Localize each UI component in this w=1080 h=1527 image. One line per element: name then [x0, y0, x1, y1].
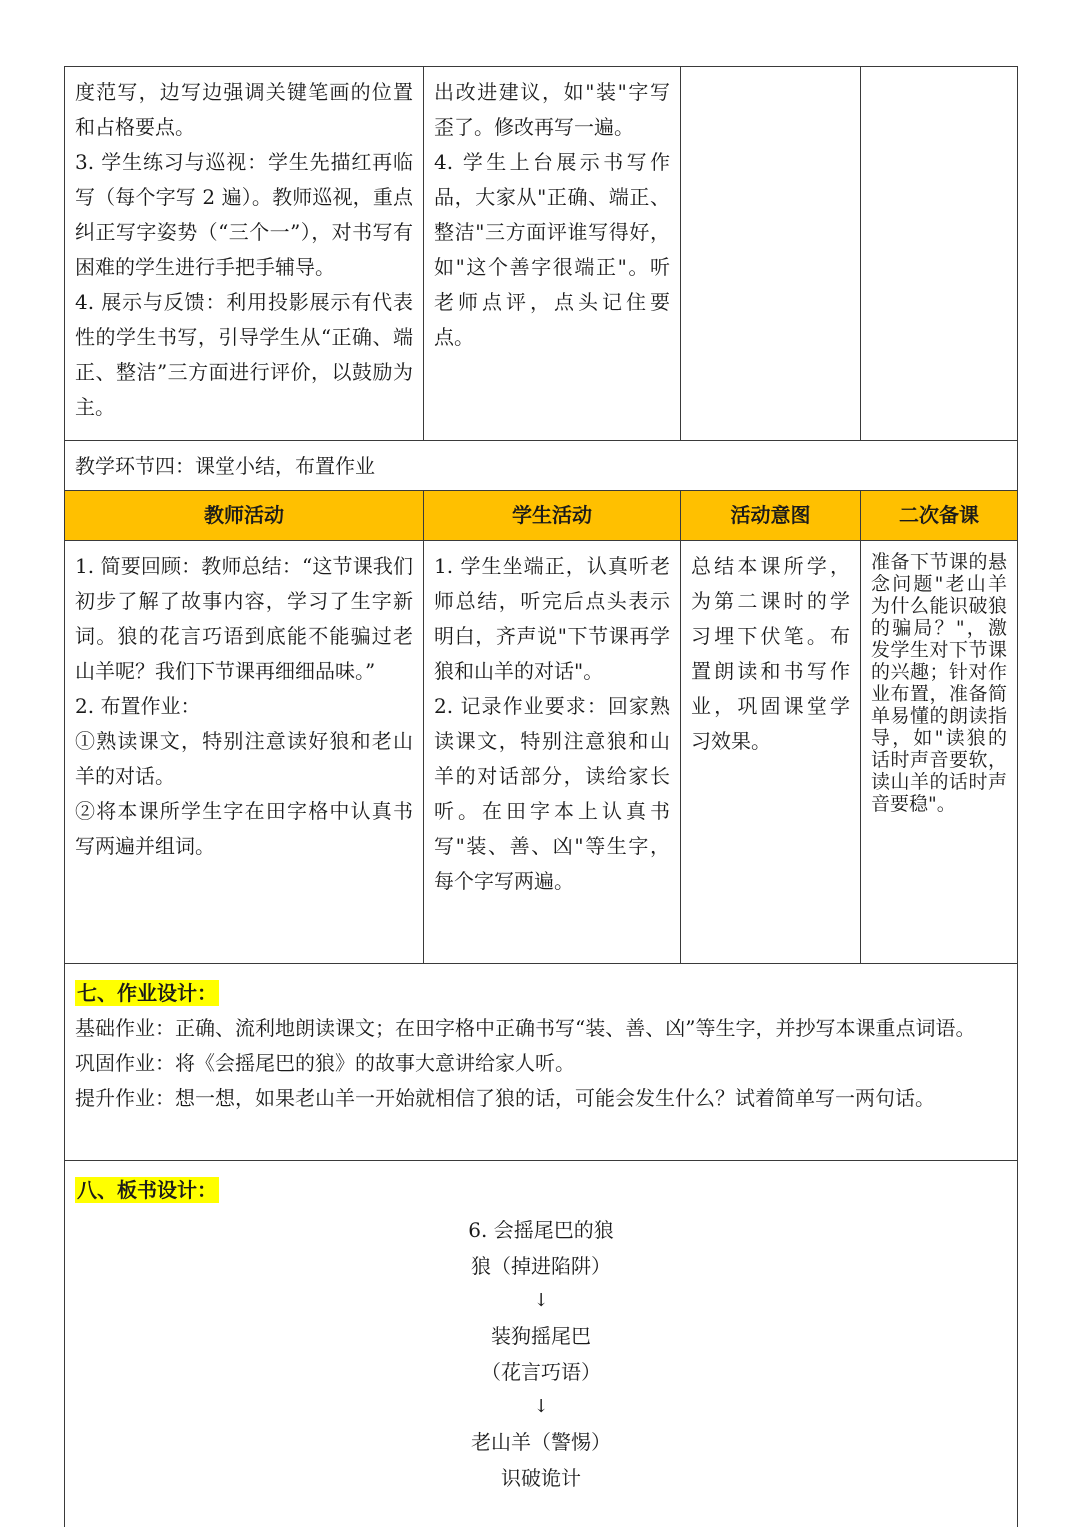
phase4-student-para: 2. 记录作业要求：回家熟读课文，特别注意狼和山羊的对话部分，读给家长听。在田字本上认真书写"装、善、凶"等生字，每个字写两遍。	[434, 694, 670, 893]
board-goat: 老山羊（警惕）	[471, 1430, 611, 1454]
header-teacher-activity: 教师活动	[65, 491, 424, 541]
board-sweet-talk: （花言巧语）	[481, 1360, 601, 1384]
homework-basic: 基础作业：正确、流利地朗读课文；在田字格中正确书写“装、善、凶”等生字，并抄写本课重点词语。	[75, 1016, 976, 1040]
phase3-intent-cell	[681, 67, 861, 441]
down-arrow-icon: ↓	[533, 1396, 549, 1417]
board-design-title: 八、板书设计：	[77, 1178, 217, 1202]
homework-row	[65, 964, 1018, 1161]
board-see-through: 识破诡计	[501, 1466, 581, 1490]
homework-title: 七、作业设计：	[77, 981, 217, 1005]
header-activity-intent: 活动意图	[681, 491, 861, 541]
phase4-teacher-para: 2. 布置作业：	[75, 694, 201, 718]
phase4-intent-text: 总结本课所学，为第二课时的学习埋下伏笔。布置朗读和书写作业，巩固课堂学习效果。	[691, 554, 850, 753]
homework-cell	[65, 964, 1018, 1161]
board-lesson-title: 6. 会摇尾巴的狼	[468, 1218, 614, 1242]
phase3-student-cell	[424, 67, 681, 441]
board-pretend: 装狗摇尾巴	[491, 1324, 591, 1348]
down-arrow-icon: ↓	[533, 1290, 549, 1311]
homework-consolidate: 巩固作业：将《会摇尾巴的狼》的故事大意讲给家人听。	[75, 1051, 575, 1075]
phase4-student-cell	[424, 541, 681, 964]
phase4-teacher-para: ①熟读课文，特别注意读好狼和老山羊的对话。	[75, 729, 413, 788]
phase4-teacher-para: 1. 简要回顾：教师总结：“这节课我们初步了解了故事内容，学习了生字新词。狼的花言巧语到底能不能骗过老山羊呢？我们下节课再细细品味。”	[75, 554, 413, 683]
phase4-second-prep-cell	[861, 541, 1018, 964]
phase4-content-row	[65, 541, 1018, 964]
board-diagram	[75, 1208, 1007, 1496]
homework-advance: 提升作业：想一想，如果老山羊一开始就相信了狼的话，可能会发生什么？试着简单写一两句话。	[75, 1086, 935, 1110]
lesson-plan-table	[64, 66, 1018, 1527]
phase3-teacher-para: 4. 展示与反馈：利用投影展示有代表性的学生书写，引导学生从“正确、端正、整洁”三方面进行评价，以鼓励为主。	[75, 290, 413, 419]
phase4-intent-cell	[681, 541, 861, 964]
header-student-activity: 学生活动	[424, 491, 681, 541]
board-design-row	[65, 1161, 1018, 1527]
phase4-student-para: 1. 学生坐端正，认真听老师总结，听完后点头表示明白，齐声说"下节课再学狼和山羊的对话"。	[434, 554, 670, 683]
phase3-continued-row	[65, 67, 1018, 441]
phase3-second-prep-cell	[861, 67, 1018, 441]
phase3-teacher-cell	[65, 67, 424, 441]
phase4-title: 教学环节四：课堂小结，布置作业	[65, 441, 1018, 491]
phase4-teacher-cell	[65, 541, 424, 964]
phase4-second-prep-text: 准备下节课的悬念问题"老山羊为什么能识破狼的骗局？"，激发学生对下节课的兴趣；针对作业布置，准备简单易懂的朗读指导，如"读狼的话时声音要软，读山羊的话时声音要稳"。	[871, 551, 1007, 815]
phase4-teacher-para: ②将本课所学生字在田字格中认真书写两遍并组词。	[75, 799, 413, 858]
header-second-prep: 二次备课	[861, 491, 1018, 541]
phase3-student-para: 4. 学生上台展示书写作品，大家从"正确、端正、整洁"三方面评谁写得好，如"这个善字很端正"。听老师点评，点头记住要点。	[434, 150, 670, 349]
phase4-title-row	[65, 441, 1018, 491]
phase3-student-para: 出改进建议，如"装"字写歪了。修改再写一遍。	[434, 80, 670, 139]
phase3-teacher-para: 3. 学生练习与巡视：学生先描红再临写（每个字写 2 遍）。教师巡视，重点纠正写字姿势（“三个一”），对书写有困难的学生进行手把手辅导。	[75, 150, 413, 279]
board-wolf: 狼（掉进陷阱）	[471, 1254, 611, 1278]
column-header-row	[65, 491, 1018, 541]
phase3-teacher-para: 度范写，边写边强调关键笔画的位置和占格要点。	[75, 80, 413, 139]
board-design-cell	[65, 1161, 1018, 1527]
